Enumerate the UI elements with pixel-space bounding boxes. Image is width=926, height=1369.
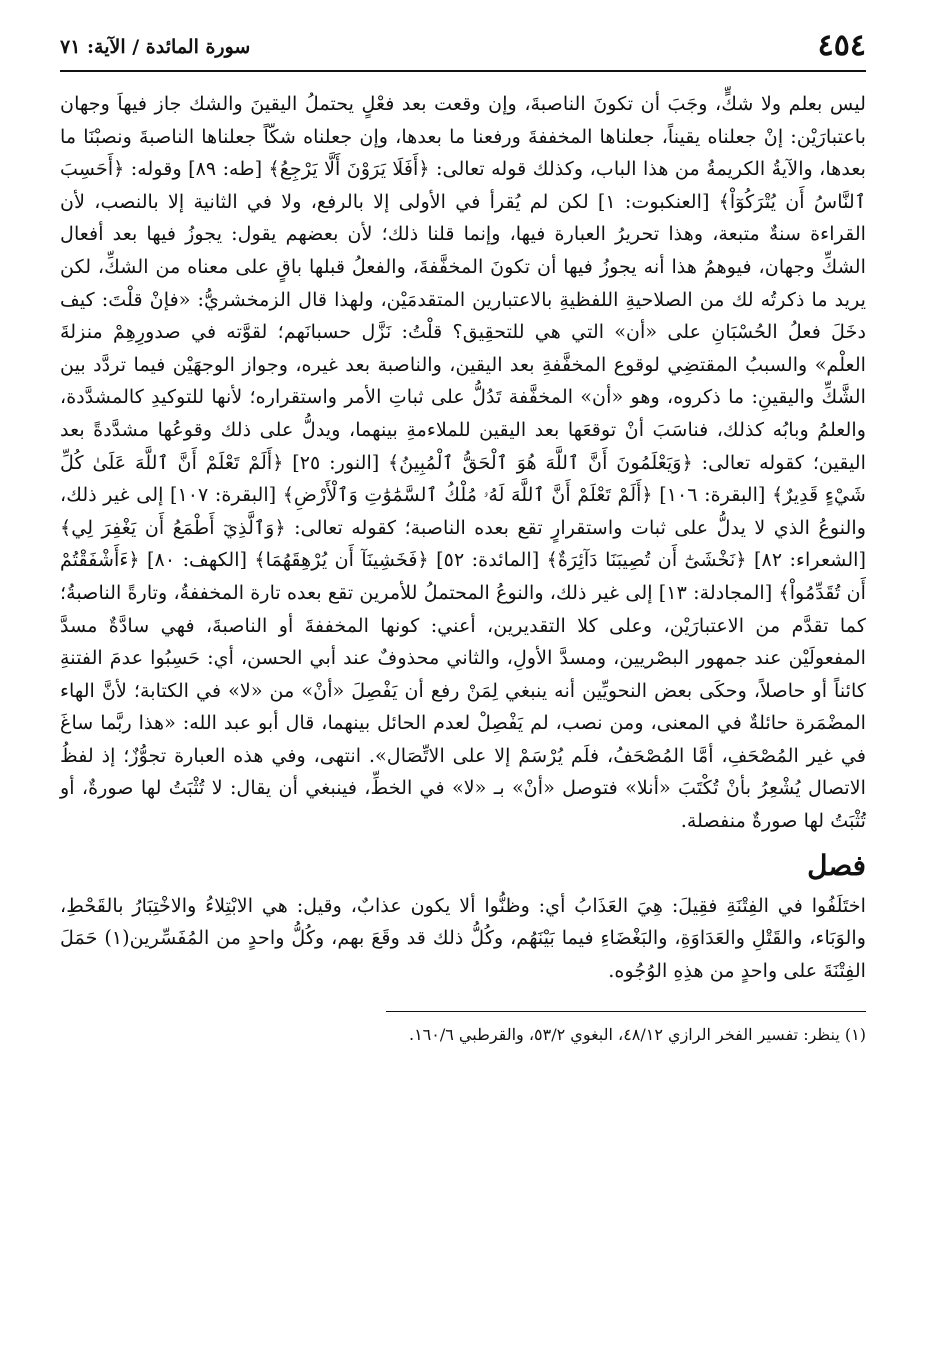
footnote-divider [386, 1011, 866, 1012]
page [60, 26, 866, 1048]
main-text [60, 88, 866, 987]
footnote: (١) ينظر: تفسير الفخر الرازي ٤٨/١٢، البغوي ٥٣/٢، والقرطبي ١٦٠/٦. [408, 1025, 866, 1045]
section-paragraph: اختَلَفُوا في الفِتْنَةِ فقِيلَ: هِيَ العَذَابُ أي: وظنُّوا ألا يكون عذابٌ، وقيل: هي الابْتِلاءُ والاخْتِبَارُ بالقَحْطِ، والوَبَاء، والقَتْلِ والعَدَاوَةِ، والبَغْضَاءِ فيما بَيْنَهُم، وكُلُّ ذلك قد وقَعَ بهم، وكُلُّ واحدٍ من المُفَسِّرين(١) حَمَلَ الفِتْنَةَ على واحدٍ من هذِهِ الوُجُوه. [60, 893, 866, 982]
page-number: ٤٥٤ [817, 28, 866, 63]
running-head [60, 26, 866, 72]
body-paragraph: ليس بعلم ولا شكٍّ، وجَبَ أن تكونَ الناصبةَ، وإن وقعت بعد فعْلٍ يحتملُ اليقينَ والشك جاز فيهاَ وجهان باعتبارَيْن: إنْ جعلناه يقيناً، جعلناها المخففةَ ورفعنا ما بعدها، وإن جعلناه شكّاً جعلناها الناصبةَ ونصبْنَا ما بعدها، والآيةُ الكريمةُ من هذا الباب، وكذلك قوله تعالى: ﴿أَفَلَا يَرَوْنَ أَلَّا يَرْجِعُ﴾ [طه: ٨٩] وقوله: ﴿أَحَسِبَ ٱلنَّاسُ أَن يُتْرَكُوٓاْ﴾ [العنكبوت: ١] لكن لم يُقرأ في الأولى إلا بالرفع، ولا في الثانية إلا بالنصب، لأن القراءة سنةٌ متبعة، وهذا تحريرُ العبارة فيها، وإنما قلنا ذلك؛ لأن بعضهم يقول: يجوزُ فيها بعد أفعال الشكِّ وجهان، فيوهمُ هذا أنه يجوزُ فيها أن تكونَ المخفَّفةَ، والفعلُ قبلها باقٍ على معناه من الشكِّ، لكن يريد ما ذكرتُه لك من الصلاحيةِ اللفظيةِ بالاعتبارين المتقدمَيْن، ولهذا قال الزمخشريُّ: «فإنْ قلْتَ: كيف دخَلَ فعلُ الحُسْبَانِ على «أن» التي هي للتحقِيق؟ قلْتُ: نَزَّل حسبانَهم؛ لقوَّته في صدورِهِمْ منزلةَ العلْم» والسببُ المقتضِي لوقوع المخفَّفةِ بعد اليقين، والناصبة بعد غيره، وجواز الوجهَيْن فيما تردَّد بين الشَّكِّ واليقينِ: ما ذكروه، وهو «أن» المخفَّفة تَدُلُّ على ثباتِ الأمر واستقراره؛ لأنها للتوكيدِ كالمشدَّدة، والعلمُ وبابُه كذلك، فناسَبَ أنْ توقعَها بعد اليقين للملاءمةِ بينهما، ويدلُّ على ذلك وقوعُها مشدَّدةً بعد اليقين؛ كقوله تعالى: ﴿وَيَعْلَمُونَ أَنَّ ٱللَّهَ هُوَ ٱلْحَقُّ ٱلْمُبِينُ﴾ [النور: ٢٥] ﴿أَلَمْ تَعْلَمْ أَنَّ ٱللَّهَ عَلَىٰ كُلِّ شَيْءٍ قَدِيرٌ﴾ [البقرة: ١٠٦] ﴿أَلَمْ تَعْلَمْ أَنَّ ٱللَّهَ لَهُۥ مُلْكُ ٱلسَّمَٰوَٰتِ وَٱلْأَرْضِ﴾ [البقرة: ١٠٧] إلى غير ذلك، والنوعُ الذي لا يدلُّ على ثبات واستقرارٍ تقع بعده الناصبة؛ كقوله تعالى: ﴿وَٱلَّذِيٓ أَطْمَعُ أَن يَغْفِرَ لِي﴾ [الشعراء: ٨٢] ﴿نَخْشَىٰٓ أَن تُصِيبَنَا دَآئِرَةٌ﴾ [المائدة: ٥٢] ﴿فَخَشِينَآ أَن يُرْهِقَهُمَا﴾ [الكهف: ٨٠] ﴿ءَأَشْفَقْتُمْ أَن تُقَدِّمُواْ﴾ [المجادلة: ١٣] إلى غير ذلك، والنوعُ المحتملُ للأمرين تقع بعده تارة المخففةُ، وتارةً الناصبةُ؛ كما تقدَّم من الاعتبارَيْن، وعلى كلا التقديرين، أعني: كونها المخففةَ أو الناصبةَ، فهي سادَّةٌ مسدَّ المفعولَيْن عند جمهور البصْريين، ومسدَّ الأولِ، والثاني محذوفٌ عند أبي الحسن، أي: حَسِبُوا عدمَ الفتنةِ كائناً أو حاصلاً، وحكَى بعض النحويِّين أنه ينبغي لِمَنْ رفع أن يَفْصِلَ «أنْ» من «لا» في الكتابة؛ لأنَّ الهاء المضْمَرة حائلةٌ في المعنى، ومن نصب، لم يَفْصِلْ لعدم الحائل بينهما، قال أبو عبد الله: «هذا ربَّما ساغَ في غير المُصْحَفِ، أمَّا المُصْحَفُ، فلَم يُرْسَمْ إلا على الاتِّصَال». انتهى، وفي هذه العبارة تجوُّزٌ؛ إذ لفظُ الاتصال يُشْعِرُ بأنْ تُكْتَبَ «أنلا» فتوصل «أنْ» بـ «لا» في الخطِّ، فينبغي أن يقال: لا تُثْبَتُ لها صورةٌ، أو تُثْبَتُ لها صورةٌ منفصلة. [60, 92, 867, 833]
section-heading: فصل [807, 848, 866, 882]
running-head-title: سورة المائدة / الآية: ٧١ [60, 36, 251, 58]
